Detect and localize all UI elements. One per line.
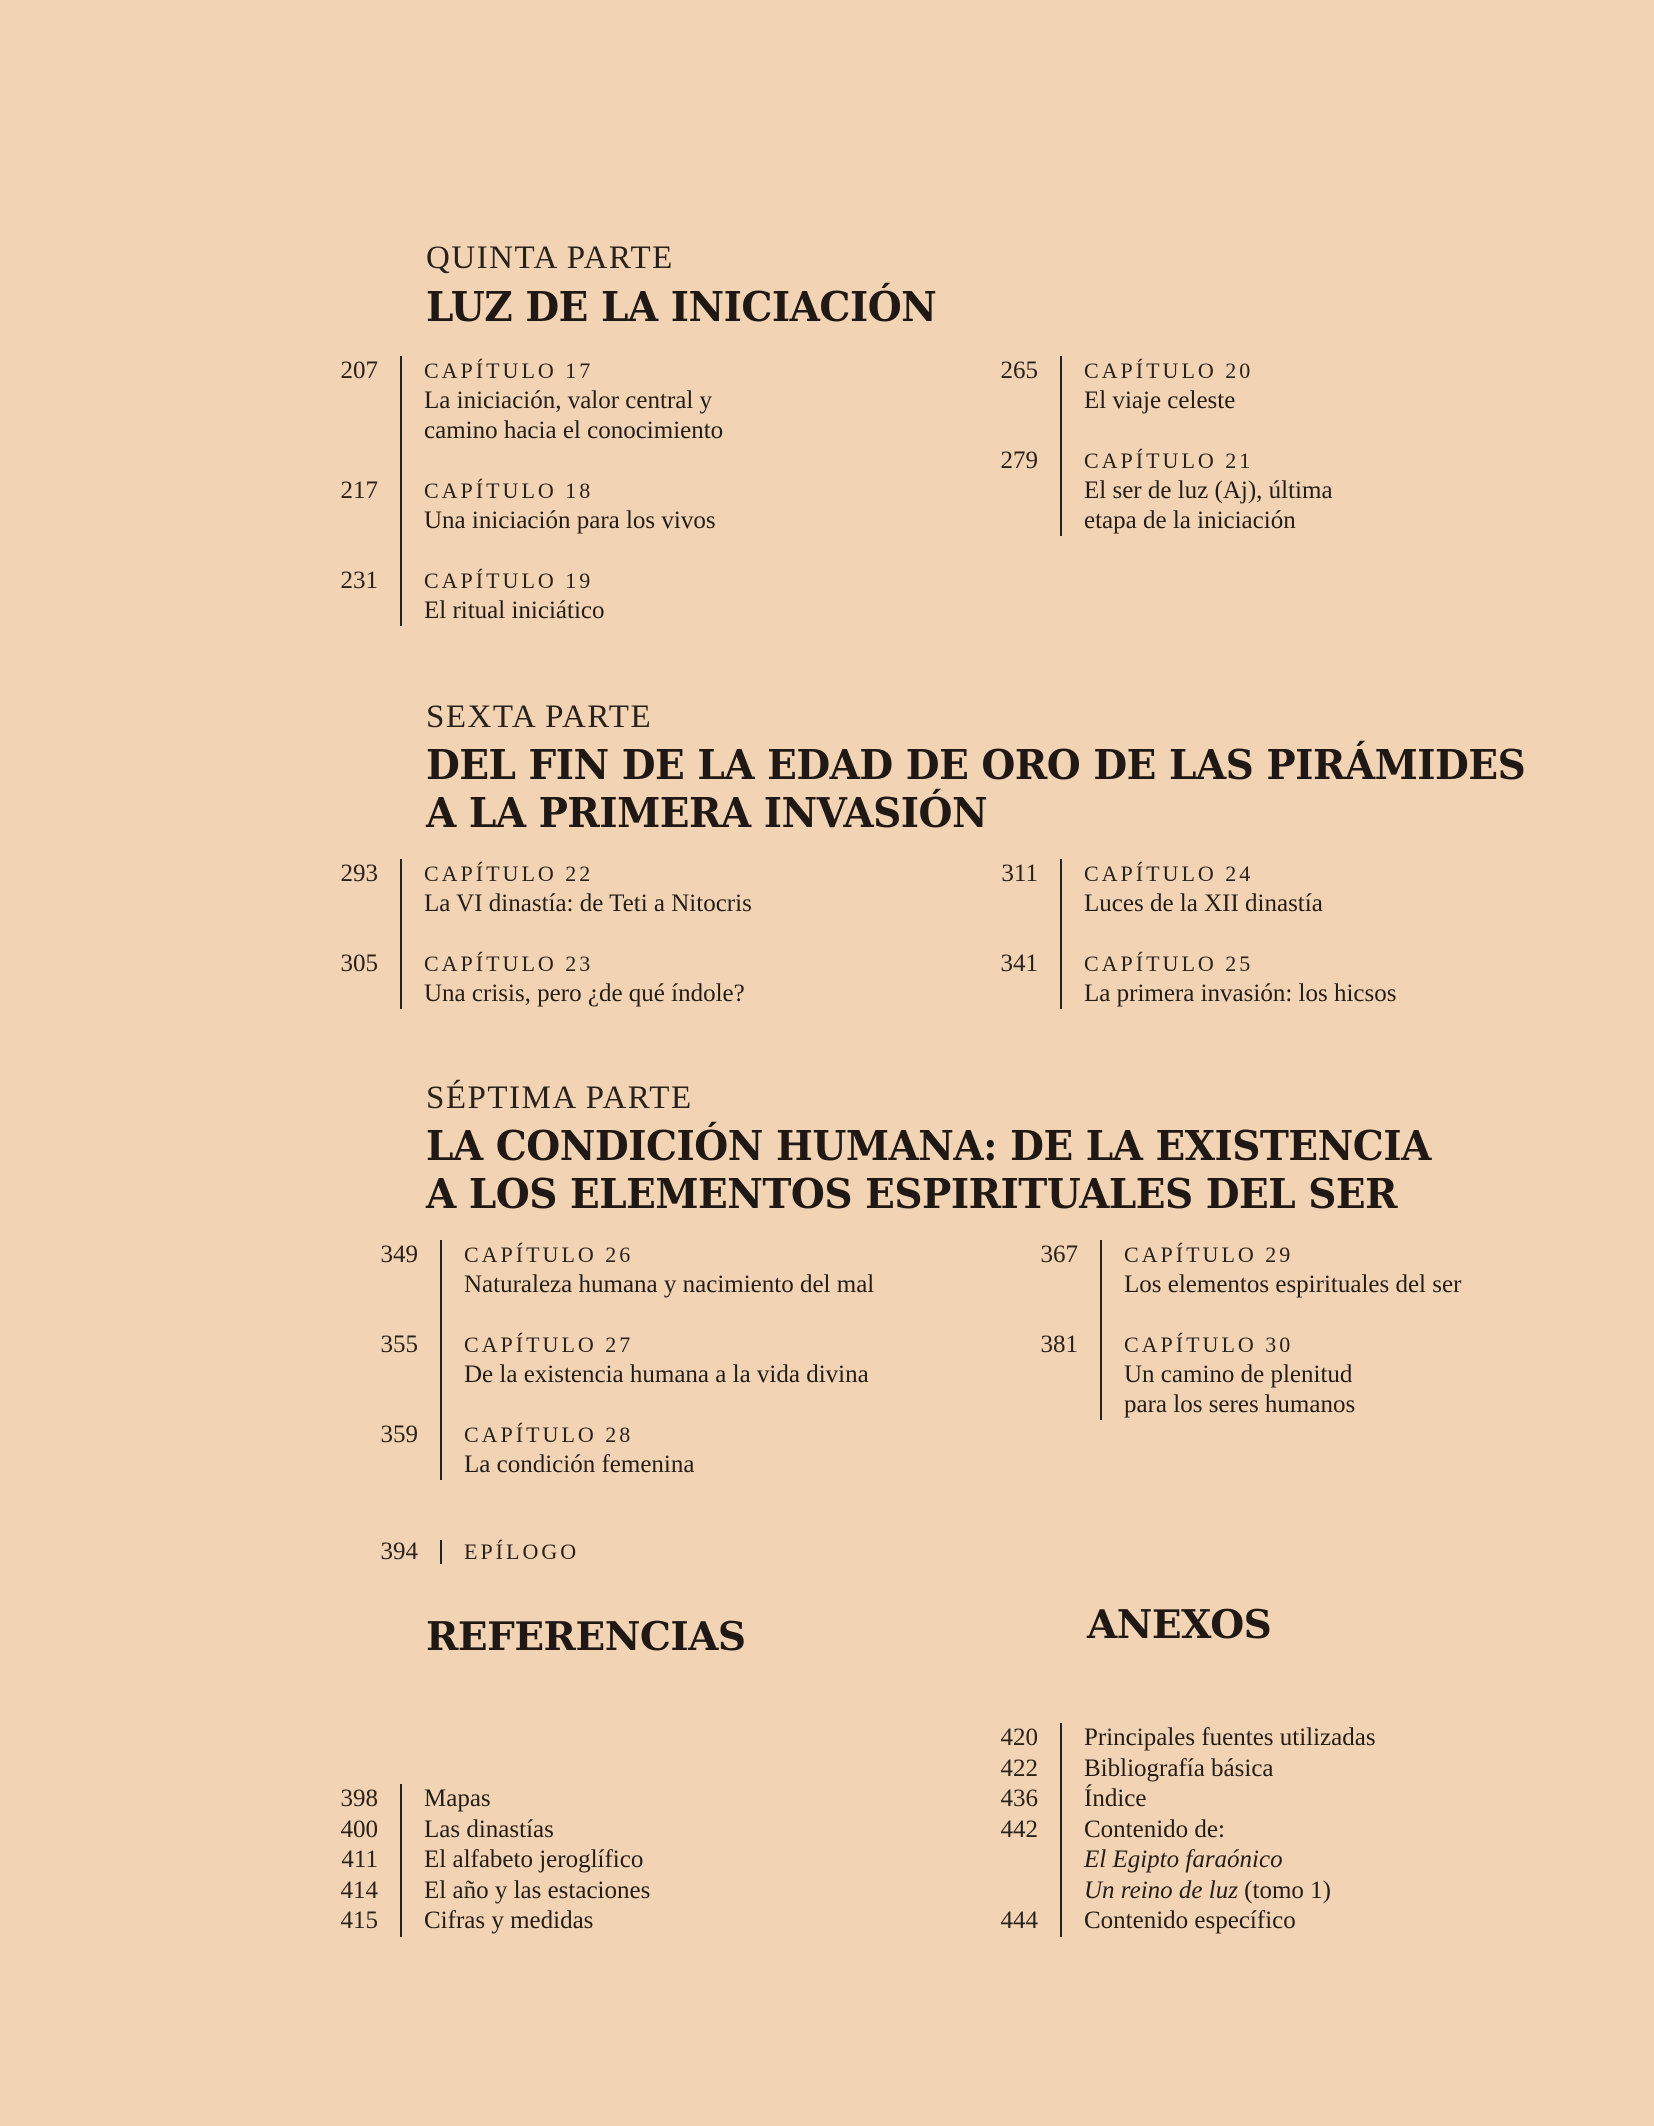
toc-entry[interactable] (1000, 949, 1620, 1009)
chapter-column-left (340, 859, 960, 1009)
epilogue-label: EPÍLOGO (464, 1539, 580, 1564)
chapter-title: Naturaleza humana y nacimiento del mal (464, 1271, 875, 1298)
list-item-text (1060, 1845, 1620, 1876)
part-title (426, 742, 1525, 837)
list-item[interactable] (340, 1906, 900, 1937)
list-item-text: Las dinastías (424, 1815, 554, 1843)
page-number: 394 (380, 1538, 418, 1565)
chapter-label: CAPÍTULO 29 (1124, 1242, 1294, 1267)
page-number: 217 (340, 477, 378, 504)
chapter-title: La VI dinastía: de Teti a Nitocris (424, 890, 752, 917)
page-number: 436 (1000, 1785, 1038, 1812)
chapter-title: para los seres humanos (1124, 1391, 1356, 1418)
toc-entry[interactable] (340, 949, 960, 1009)
chapter-title: Un camino de plenitud (1124, 1361, 1353, 1388)
toc-entry[interactable] (1040, 1240, 1640, 1300)
page-number: 265 (1000, 357, 1038, 384)
list-item[interactable] (1000, 1723, 1620, 1754)
list-item[interactable] (1060, 1876, 1620, 1907)
chapter-label: CAPÍTULO 23 (424, 951, 594, 976)
page-number: 420 (1000, 1724, 1038, 1751)
toc-entry[interactable] (380, 1330, 1000, 1390)
part-label: SÉPTIMA PARTE (426, 1080, 693, 1116)
anexos-title: ANEXOS (1087, 1602, 1272, 1648)
chapter-label: CAPÍTULO 26 (464, 1242, 634, 1267)
part-title-line: LUZ DE LA INICIACIÓN (426, 282, 937, 332)
page-number: 207 (340, 357, 378, 384)
chapter-label: CAPÍTULO 17 (424, 358, 594, 383)
chapter-label: CAPÍTULO 21 (1084, 448, 1254, 473)
referencias-title: REFERENCIAS (426, 1614, 746, 1660)
chapter-title: El ser de luz (Aj), última (1084, 477, 1333, 504)
chapter-title: La primera invasión: los hicsos (1084, 980, 1397, 1007)
anexos-list (1000, 1723, 1620, 1937)
page-number: 311 (1001, 860, 1038, 887)
chapter-label: CAPÍTULO 28 (464, 1422, 634, 1447)
list-item-text: Contenido de: (1084, 1815, 1225, 1843)
list-item[interactable] (1000, 1754, 1620, 1785)
chapter-title: El viaje celeste (1084, 387, 1236, 414)
page-number: 411 (341, 1846, 378, 1873)
chapter-title: Los elementos espirituales del ser (1124, 1271, 1462, 1298)
list-item-text: Principales fuentes utilizadas (1084, 1724, 1376, 1751)
page-number: 231 (340, 567, 378, 594)
chapter-column-right (1040, 1240, 1640, 1420)
list-item[interactable] (1000, 1784, 1620, 1815)
chapter-column-right (1000, 356, 1620, 536)
page-number: 367 (1040, 1241, 1078, 1268)
page-number: 422 (1000, 1754, 1038, 1782)
chapter-column-left (340, 356, 960, 626)
page-number: 415 (340, 1907, 378, 1934)
chapter-label: CAPÍTULO 24 (1084, 861, 1254, 886)
list-item-text: Índice (1084, 1785, 1147, 1812)
toc-entry[interactable] (340, 859, 960, 919)
chapter-label: CAPÍTULO 30 (1124, 1332, 1294, 1357)
page-number: 359 (380, 1421, 418, 1448)
chapter-title: La iniciación, valor central y (424, 387, 713, 414)
page-number: 341 (1000, 950, 1038, 977)
book-title: Un reino de luz (1084, 1876, 1238, 1904)
part-title-line: A LA PRIMERA INVASIÓN (426, 788, 988, 838)
chapter-label: CAPÍTULO 22 (424, 861, 594, 886)
list-item-text: El alfabeto jeroglífico (424, 1846, 644, 1873)
list-item[interactable] (340, 1876, 900, 1907)
toc-entry[interactable] (1040, 1330, 1640, 1420)
list-item-text (1060, 1876, 1620, 1907)
list-item-text: Cifras y medidas (424, 1907, 594, 1934)
page-number: 381 (1040, 1331, 1078, 1358)
toc-entry[interactable] (340, 356, 960, 446)
part-label: SEXTA PARTE (426, 699, 653, 735)
list-item-text: El año y las estaciones (424, 1876, 651, 1904)
chapter-title: Una iniciación para los vivos (424, 507, 716, 534)
list-item-text: Bibliografía básica (1084, 1754, 1274, 1782)
list-item[interactable] (341, 1845, 900, 1876)
part-title-line: DEL FIN DE LA EDAD DE ORO DE LAS PIRÁMIDES (426, 740, 1526, 790)
chapter-label: CAPÍTULO 18 (424, 478, 594, 503)
divider (440, 1540, 442, 1564)
part-title-line: A LOS ELEMENTOS ESPIRITUALES DEL SER (426, 1169, 1398, 1219)
volume-note: (tomo 1) (1237, 1876, 1331, 1904)
page-number: 355 (380, 1331, 418, 1358)
chapter-title: camino hacia el conocimiento (424, 417, 724, 444)
referencias-list (340, 1784, 900, 1937)
chapter-title: La condición femenina (464, 1451, 695, 1478)
book-title: El Egipto faraónico (1084, 1846, 1283, 1873)
page-number: 398 (340, 1785, 378, 1812)
chapter-label: CAPÍTULO 25 (1084, 951, 1254, 976)
chapter-title: El ritual iniciático (424, 597, 605, 624)
chapter-label: CAPÍTULO 27 (464, 1332, 634, 1357)
part-title (426, 284, 936, 332)
epilogue-entry[interactable] (380, 1538, 840, 1565)
toc-entry[interactable] (1000, 356, 1620, 416)
chapter-column-right (1000, 859, 1620, 1009)
page-number: 400 (340, 1815, 378, 1843)
chapter-title: Una crisis, pero ¿de qué índole? (424, 980, 745, 1007)
toc-entry[interactable] (1000, 446, 1620, 536)
part-label: QUINTA PARTE (426, 240, 674, 276)
list-item[interactable] (340, 1815, 900, 1846)
page-number: 279 (1000, 447, 1038, 474)
chapter-column-left (380, 1240, 1000, 1480)
part-title-line: LA CONDICIÓN HUMANA: DE LA EXISTENCIA (426, 1121, 1431, 1171)
page-number: 349 (380, 1241, 418, 1268)
list-item[interactable] (340, 1784, 900, 1815)
list-item[interactable] (1060, 1845, 1620, 1876)
page-number: 305 (340, 950, 378, 977)
page-number: 414 (340, 1876, 378, 1904)
list-item-text: Contenido específico (1084, 1907, 1296, 1934)
list-item[interactable] (1000, 1815, 1620, 1846)
page-number: 442 (1000, 1815, 1038, 1843)
page-number: 293 (340, 860, 378, 887)
list-item[interactable] (1000, 1906, 1620, 1937)
toc-entry[interactable] (340, 476, 960, 536)
chapter-label: CAPÍTULO 19 (424, 568, 594, 593)
part-title (426, 1123, 1431, 1218)
page-number: 444 (1000, 1907, 1038, 1934)
list-item-text: Mapas (424, 1785, 491, 1812)
toc-entry[interactable] (340, 566, 960, 626)
toc-entry[interactable] (380, 1240, 1000, 1300)
chapter-title: De la existencia humana a la vida divina (464, 1361, 869, 1388)
toc-entry[interactable] (1001, 859, 1620, 919)
toc-entry[interactable] (380, 1420, 1000, 1480)
chapter-title: etapa de la iniciación (1084, 507, 1296, 534)
chapter-label: CAPÍTULO 20 (1084, 358, 1254, 383)
chapter-title: Luces de la XII dinastía (1084, 890, 1323, 917)
